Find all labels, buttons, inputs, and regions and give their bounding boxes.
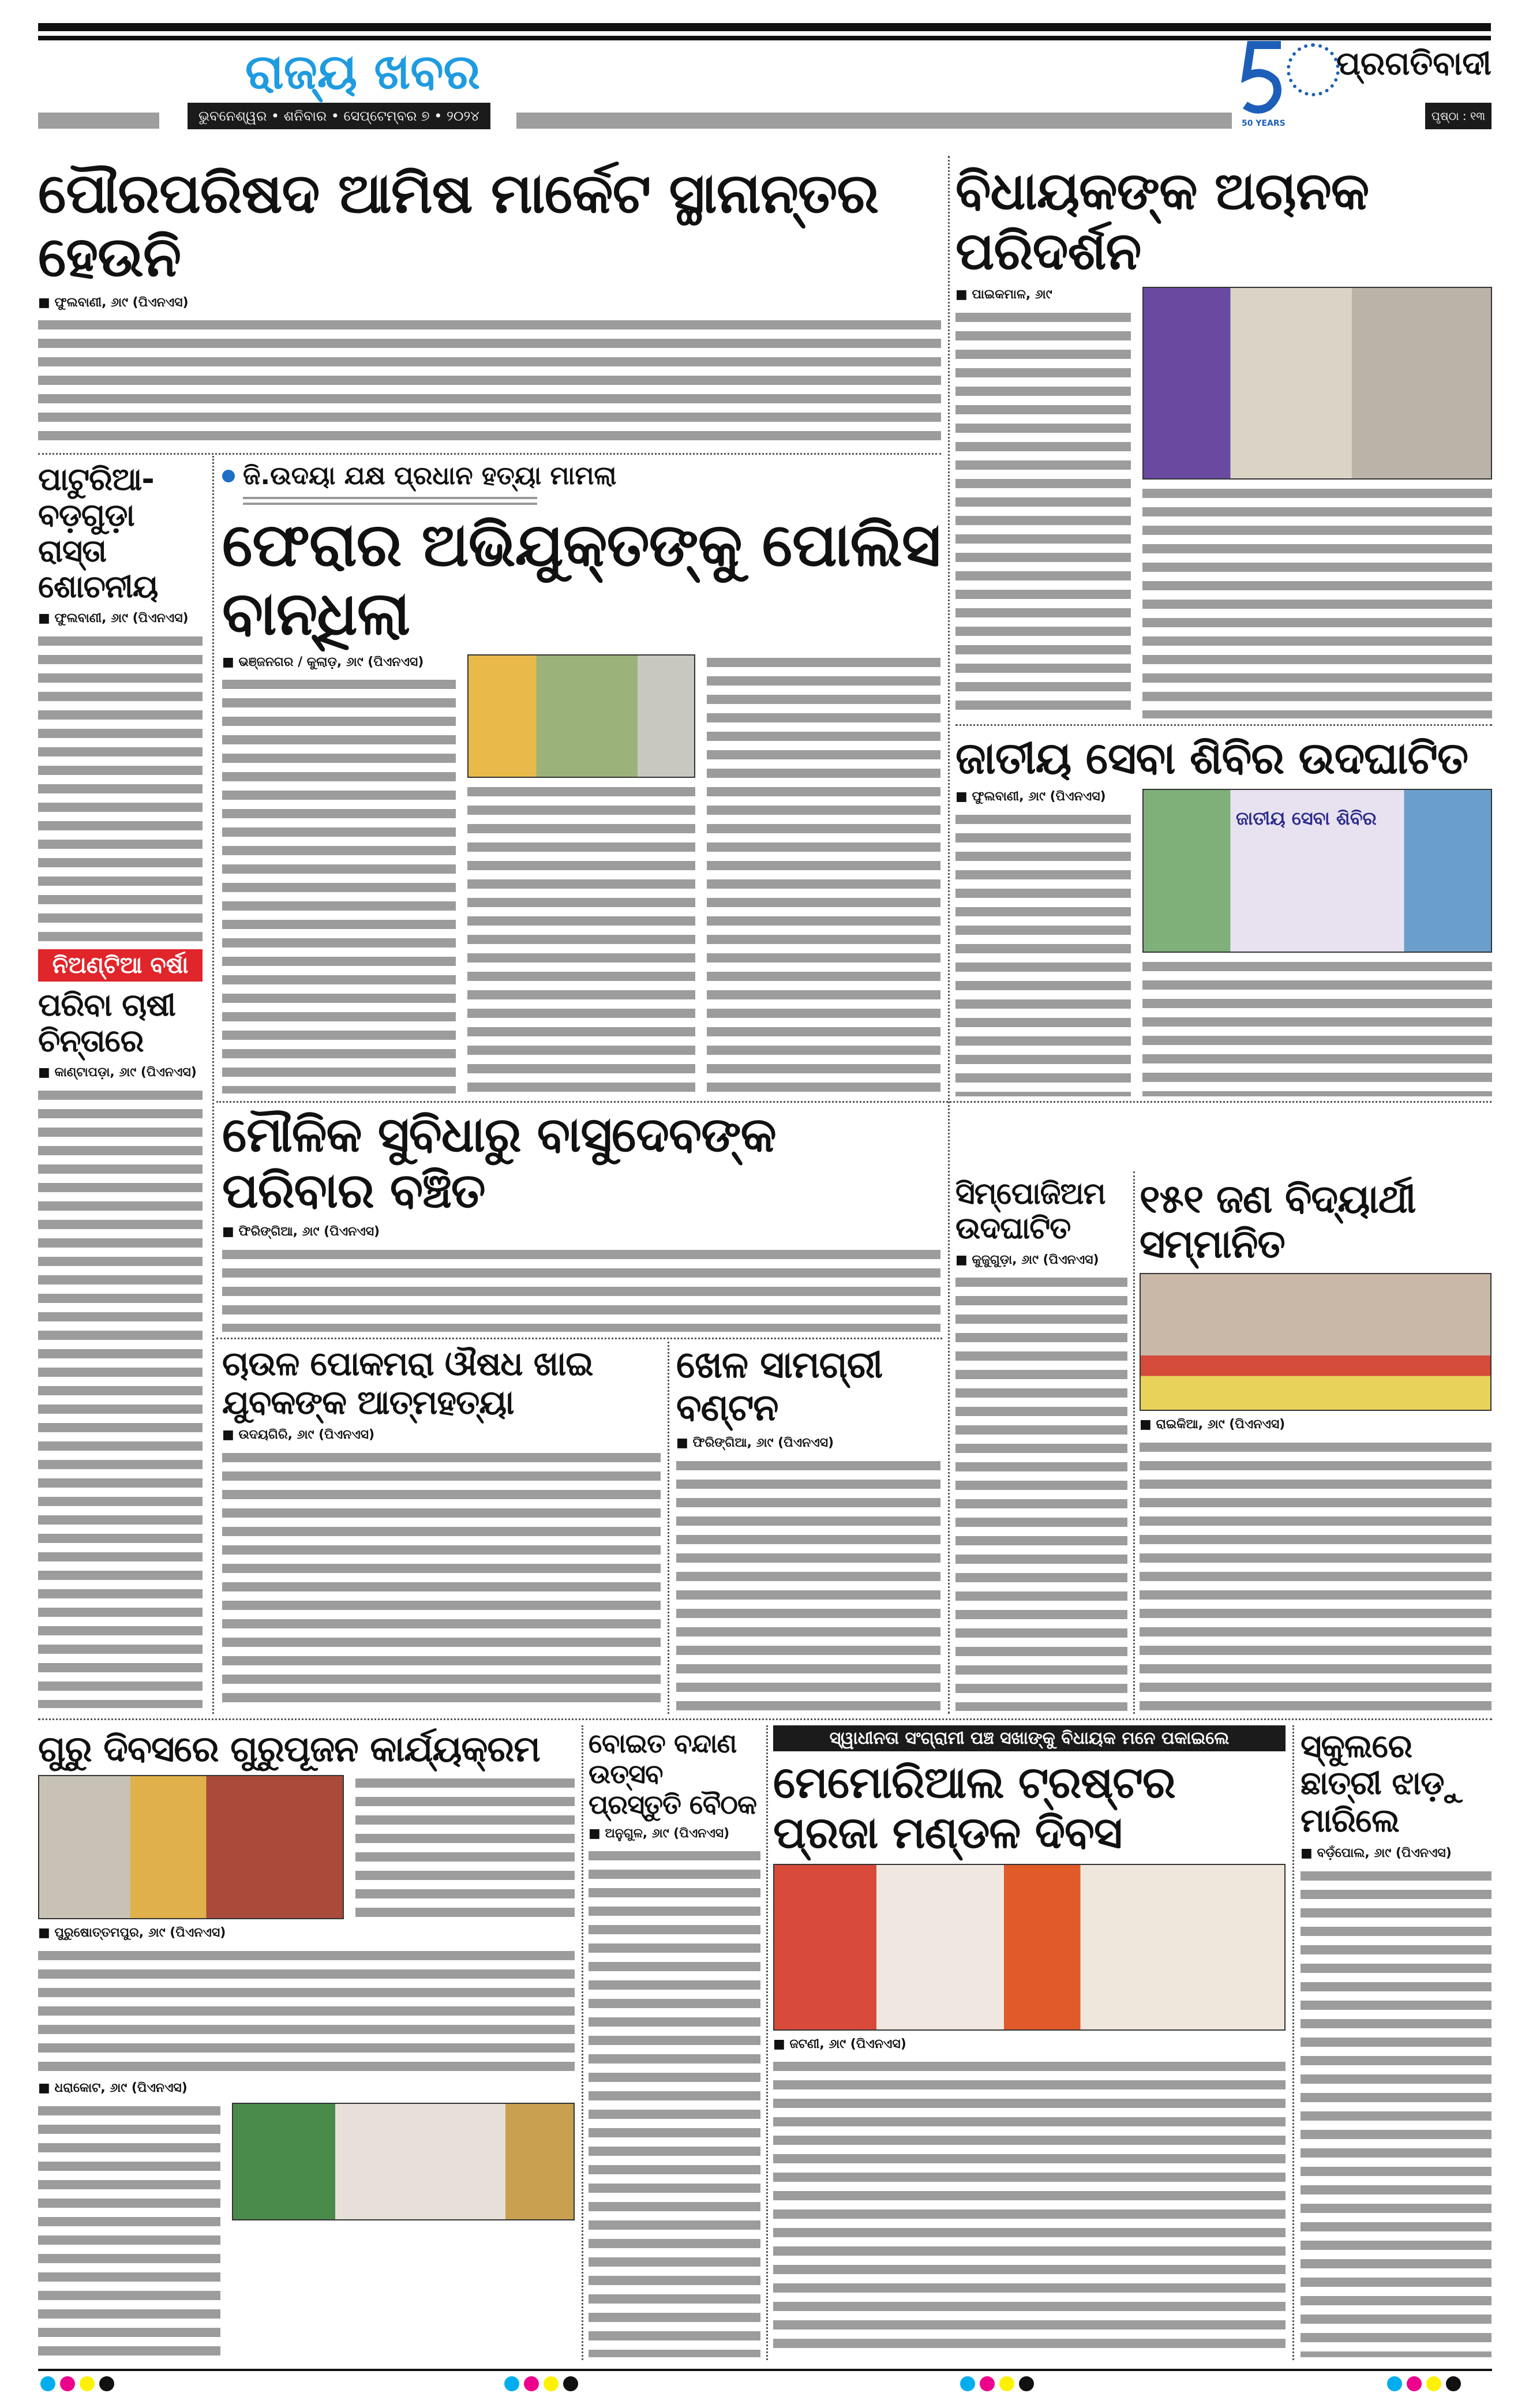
- article-text: [676, 1458, 940, 1711]
- story-meat-market: [38, 162, 941, 447]
- headline-boita: ବୋଇତ ବନ୍ଦାଣ ଉତ୍ସବ ପ୍ରସ୍ତୁତି ବୈଠକ: [589, 1728, 756, 1820]
- headline-symposium: ସିମ୍ପୋଜିଅମ ଉଦଘାଟିତ: [955, 1177, 1105, 1246]
- left-column: [38, 462, 203, 1708]
- photo-students: [1140, 1273, 1491, 1411]
- photo-nss-camp: [1142, 789, 1492, 953]
- headline-meat-market: ପୌରପରିଷଦ ଆମିଷ ମାର୍କେଟ ସ୍ଥାନାନ୍ତର ହେଉନି: [38, 161, 879, 290]
- byline: ■ କାଣ୍ଟାପଡ଼ା, ୬ା୯ (ପିଏନଏସ): [38, 1065, 197, 1080]
- article-text: [1142, 485, 1492, 718]
- article-text: [222, 676, 456, 1093]
- story-students: [1140, 1177, 1491, 1711]
- story-symposium: [955, 1177, 1127, 1711]
- registration-marks-right: [1385, 2376, 1463, 2394]
- byline: ■ ଫୁଲବାଣୀ, ୬ା୯ (ପିଏନଏସ): [955, 789, 1106, 804]
- article-text: [38, 1087, 203, 1708]
- row-separator: [216, 1338, 942, 1339]
- registration-marks-center-left: [502, 2376, 580, 2394]
- masthead-rule: [38, 36, 1491, 40]
- kicker-row: [222, 462, 940, 491]
- byline: ■ ଫୁଲବାଣୀ, ୬ା୯ (ପିଏନଏସ): [38, 611, 189, 626]
- headline-murder: ଫେରାର ଅଭିଯୁକ୍ତଙ୍କୁ ପୋଲିସ ବାନ୍ଧିଲା: [222, 509, 940, 649]
- kicker-murder: ଜି.ଉଦୟା ଯକ୍ଷ ପ୍ରଧାନ ହତ୍ୟା ମାମଲା: [243, 461, 617, 490]
- photo-mla-visit: [1142, 287, 1492, 480]
- registration-marks-left: [38, 2376, 117, 2394]
- byline: ■ କୁଜୁଗୁଡ଼ା, ୬ା୯ (ପିଏନଏସ): [955, 1252, 1099, 1267]
- headline-mla-visit: ବିଧାୟକଙ୍କ ଅଚାନକ ପରିଦର୍ଶନ: [955, 161, 1369, 282]
- section-title: ରାଜ୍ୟ ଖବର: [245, 43, 481, 100]
- footer-rule: [38, 2369, 1492, 2371]
- article-text: [222, 1450, 661, 1711]
- photo-guru-puja-2: [232, 2103, 575, 2220]
- byline: ■ ପୁରୁଷୋତ୍ତମପୁର, ୬ା୯ (ପିଏନଏସ): [38, 1926, 226, 1941]
- article-text: [707, 654, 940, 1093]
- kicker-praja-mandal: ସ୍ୱାଧୀନତା ସଂଗ୍ରାମୀ ପଞ୍ଚ ସଖାଙ୍କୁ ବିଧାୟକ ମନେ ପକାଇଲେ: [773, 1725, 1286, 1751]
- row-separator: [38, 453, 941, 455]
- story-suicide: [222, 1345, 661, 1711]
- story-boita: [589, 1728, 760, 2357]
- article-text: [1140, 1439, 1491, 1711]
- article-text: [955, 309, 1131, 718]
- article-text: [222, 1246, 940, 1332]
- story-basudev: [222, 1107, 940, 1332]
- byline: ■ ଫିରିଙ୍ଗିଆ, ୬ା୯ (ପିଏନଏସ): [676, 1436, 834, 1451]
- headline-nss-camp: ଜାତୀୟ ସେବା ଶିବିର ଉଦଘାଟିତ: [955, 732, 1468, 784]
- article-text: [38, 1948, 575, 2075]
- story-sports: [676, 1345, 940, 1711]
- date-bar-middle: [516, 113, 1232, 129]
- byline: ■ ଅନୁଗୁଳ, ୬ା୯ (ପିଏନଏସ): [589, 1826, 730, 1841]
- article-text: [955, 811, 1131, 1096]
- headline-students: ୧୫୧ ଜଣ ବିଦ୍ୟାର୍ଥୀ ସମ୍ମାନିତ: [1140, 1177, 1416, 1268]
- registration-marks-center-right: [958, 2376, 1036, 2394]
- column-separator: [1292, 1725, 1294, 2360]
- article-text: [467, 784, 695, 1093]
- column-separator: [1133, 1171, 1135, 1714]
- photo-guru-puja: [38, 1775, 344, 1919]
- byline: ■ ଜଟଣୀ, ୬ା୯ (ପିଏନଏସ): [773, 2036, 906, 2051]
- story-guru-puja: [38, 1728, 575, 2357]
- article-text: [955, 1274, 1127, 1711]
- byline: ■ ଫିରିଙ୍ଗିଆ, ୬ା୯ (ପିଏନଏସ): [222, 1224, 380, 1239]
- headline-rain: ପରିବା ଚାଷୀ ଚିନ୍ତାରେ: [38, 987, 175, 1059]
- anniversary-50-icon: [1241, 40, 1287, 115]
- headline-road: ପାଟୁରିଆ-ବଡ଼ଗୁଡ଼ା ରାସ୍ତା ଶୋଚନୀୟ: [38, 461, 158, 605]
- story-nss-camp: [955, 733, 1492, 1096]
- column-separator: [766, 1725, 768, 2360]
- headline-praja-mandal: ମେମୋରିଆଲ ଟ୍ରଷ୍ଟର ପ୍ରଜା ମଣ୍ଡଳ ଦିବସ: [773, 1757, 1175, 1859]
- byline: ■ ରାଇକିଆ, ୬ା୯ (ପିଏନଏସ): [1140, 1417, 1286, 1432]
- row-separator: [216, 1101, 1491, 1103]
- column-separator: [212, 456, 214, 1714]
- article-text: [1142, 958, 1492, 1096]
- story-mla-visit: [955, 162, 1492, 718]
- byline: ■ ବଡ଼ଁପୋଲ, ୬ା୯ (ପିଏନଏସ): [1301, 1846, 1452, 1861]
- article-text: [1301, 1868, 1491, 2357]
- story-broom: [1301, 1728, 1491, 2357]
- headline-guru-puja: ଗୁରୁ ଦିବସରେ ଗୁରୁପୂଜନ କାର୍ଯ୍ୟକ୍ରମ: [38, 1728, 540, 1770]
- headline-suicide: ଚାଉଳ ପୋକମରା ଔଷଧ ଖାଇ ଯୁବକଙ୍କ ଆତ୍ମହତ୍ୟା: [222, 1344, 593, 1422]
- photo-praja-mandal: [773, 1864, 1286, 2031]
- byline: ■ ଫୁଲବାଣୀ, ୬ା୯ (ପିଏନଏସ): [38, 295, 189, 310]
- dateline: ଭୁବନେଶ୍ୱର • ଶନିବାର • ସେପ୍ଟେମ୍ବର ୭ • ୨୦୨୪: [188, 103, 490, 129]
- anniversary-label: 50 YEARS: [1242, 119, 1286, 128]
- row-separator: [955, 724, 1492, 726]
- kicker-underline: [243, 497, 537, 505]
- emblem-icon: [1287, 43, 1340, 96]
- byline: ■ ଧରାକୋଟ, ୬ା୯ (ପିଏନଏସ): [38, 2081, 188, 2096]
- article-text: [773, 2058, 1286, 2357]
- story-praja-mandal: [773, 1725, 1286, 2357]
- headline-broom: ସ୍କୁଲରେ ଛାତ୍ରୀ ଝାଡ଼ୁ ମାରିଲେ: [1301, 1728, 1462, 1840]
- column-separator: [668, 1342, 669, 1714]
- bullet-icon: [222, 470, 235, 482]
- column-separator: [948, 156, 950, 1714]
- page-number: ପୃଷ୍ଠା : ୧୩: [1425, 103, 1491, 129]
- masthead-rule: [38, 23, 1491, 31]
- column-separator: [582, 1725, 583, 2360]
- headline-basudev: ମୌଳିକ ସୁବିଧାରୁ ବାସୁଦେବଙ୍କ ପରିବାର ବଞ୍ଚିତ: [222, 1106, 776, 1219]
- label-rain: ନିଅଣ୍ଟିଆ ବର୍ଷା: [38, 949, 203, 982]
- paper-name: ପ୍ରଗତିବାଦୀ: [1336, 45, 1491, 83]
- date-bar-left: [38, 113, 159, 129]
- article-text: [38, 317, 941, 447]
- article-text: [355, 1775, 575, 1919]
- article-text: [38, 633, 203, 943]
- story-murder: [222, 462, 940, 1093]
- byline: ■ ପାଇକମାଳ, ୬ା୯: [955, 287, 1052, 302]
- article-text: [589, 1848, 760, 2357]
- photo-banner-text: ଜାତୀୟ ସେବା ଶିବିର: [1236, 807, 1377, 830]
- headline-sports: ଖେଳ ସାମଗ୍ରୀ ବଣ୍ଟନ: [676, 1344, 883, 1429]
- byline: ■ ଉଦୟଗିରି, ୬ା୯ (ପିଏନଏସ): [222, 1428, 375, 1443]
- photo-arrest: [467, 654, 695, 778]
- article-text: [38, 2103, 220, 2357]
- row-separator: [38, 1718, 1492, 1720]
- byline: ■ ଭଞ୍ଜନଗର / କୁଲାଡ଼, ୬ା୯ (ପିଏନଏସ): [222, 654, 424, 669]
